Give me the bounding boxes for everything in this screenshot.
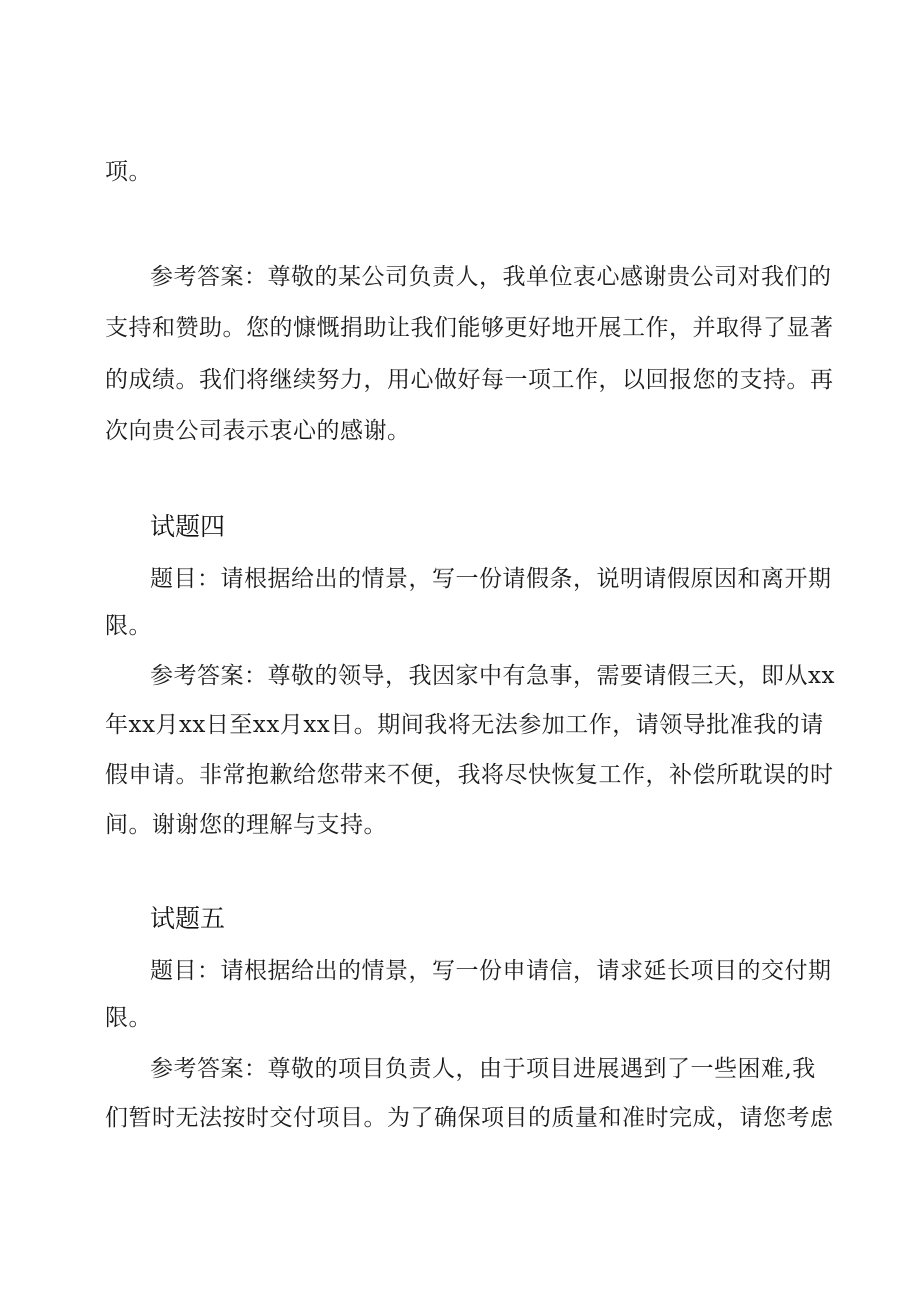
section3-answer-line-2: 支持和赞助。您的慷慨捐助让我们能够更好地开展工作，并取得了显著 — [105, 315, 834, 341]
section5-question-line-1: 题目：请根据给出的情景，写一份申请信，请求延长项目的交付期 — [150, 958, 832, 984]
section3-answer-line-4: 次向贵公司表示衷心的感谢。 — [105, 418, 411, 444]
section4-question-line-1: 题目：请根据给出的情景，写一份请假条，说明请假原因和离开期 — [150, 566, 832, 592]
section5-answer-line-2: 们暂时无法按时交付项目。为了确保项目的质量和准时完成，请您考虑 — [105, 1105, 834, 1131]
section4-answer-line-1: 参考答案：尊敬的领导，我因家中有急事，需要请假三天，即从xx — [150, 663, 835, 689]
section4-question-line-2: 限。 — [105, 613, 152, 639]
section5-title: 试题五 — [150, 904, 226, 933]
section4-answer-line-2: 年xx月xx日至xx月xx日。期间我将无法参加工作，请领导批准我的请 — [105, 712, 824, 738]
section4-answer-line-3: 假申请。非常抱歉给您带来不便，我将尽快恢复工作，补偿所耽误的时 — [105, 762, 834, 788]
section4-answer-line-4: 间。谢谢您的理解与支持。 — [105, 812, 387, 838]
section3-answer-line-3: 的成绩。我们将继续努力，用心做好每一项工作，以回报您的支持。再 — [105, 367, 834, 393]
section4-title: 试题四 — [150, 512, 226, 541]
section5-question-line-2: 限。 — [105, 1005, 152, 1031]
section5-answer-line-1: 参考答案：尊敬的项目负责人，由于项目进展遇到了一些困难,我 — [150, 1056, 816, 1082]
previous-question-tail: 项。 — [105, 159, 152, 185]
section3-answer-line-1: 参考答案：尊敬的某公司负责人，我单位衷心感谢贵公司对我们的 — [150, 264, 832, 290]
